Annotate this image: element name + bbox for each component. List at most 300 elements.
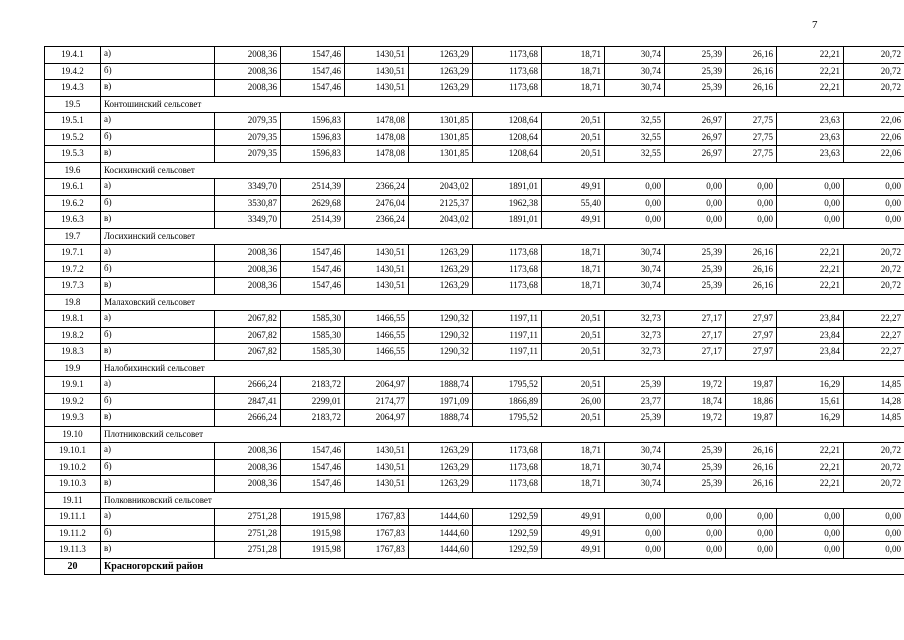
page-number: 7: [812, 19, 818, 31]
section-title: Налобихинский сельсовет: [101, 360, 904, 377]
value-cell: 22,06: [844, 146, 904, 163]
value-cell: 1263,29: [409, 476, 473, 493]
value-cell: 2064,97: [345, 410, 409, 427]
value-cell: 2008,36: [215, 476, 281, 493]
value-cell: 23,84: [777, 327, 844, 344]
row-code: 19.5.2: [45, 129, 101, 146]
row-subitem: б): [101, 393, 215, 410]
section-title: Лосихинский сельсовет: [101, 228, 904, 245]
value-cell: 20,72: [844, 278, 904, 295]
value-cell: 22,21: [777, 278, 844, 295]
section-code: 19.10: [45, 426, 101, 443]
value-cell: 27,75: [726, 113, 777, 130]
value-cell: 1263,29: [409, 47, 473, 64]
table-row: [45, 509, 904, 526]
value-cell: 22,21: [777, 245, 844, 262]
row-subitem: б): [101, 261, 215, 278]
value-cell: 0,00: [844, 179, 904, 196]
value-cell: 1971,09: [409, 393, 473, 410]
value-cell: 1444,60: [409, 525, 473, 542]
value-cell: 0,00: [665, 525, 726, 542]
value-cell: 18,71: [542, 459, 605, 476]
row-subitem: в): [101, 476, 215, 493]
value-cell: 1290,32: [409, 311, 473, 328]
value-cell: 26,97: [665, 146, 726, 163]
value-cell: 26,97: [665, 129, 726, 146]
value-cell: 0,00: [605, 509, 665, 526]
value-cell: 2067,82: [215, 344, 281, 361]
row-code: 19.10.2: [45, 459, 101, 476]
value-cell: 0,00: [605, 179, 665, 196]
table-row: [45, 542, 904, 559]
value-cell: 0,00: [844, 542, 904, 559]
value-cell: 23,63: [777, 129, 844, 146]
tariff-table: [44, 46, 904, 575]
table-row: [45, 80, 904, 97]
value-cell: 1585,30: [281, 344, 345, 361]
value-cell: 20,51: [542, 377, 605, 394]
value-cell: 1173,68: [473, 63, 542, 80]
row-code: 19.10.3: [45, 476, 101, 493]
value-cell: 2008,36: [215, 63, 281, 80]
table-row: [45, 377, 904, 394]
row-subitem: в): [101, 278, 215, 295]
row-code: 19.11.2: [45, 525, 101, 542]
table-row: [45, 393, 904, 410]
value-cell: 27,75: [726, 129, 777, 146]
section-code: 19.5: [45, 96, 101, 113]
row-subitem: а): [101, 377, 215, 394]
value-cell: 30,74: [605, 47, 665, 64]
value-cell: 1430,51: [345, 443, 409, 460]
value-cell: 0,00: [844, 212, 904, 229]
value-cell: 1767,83: [345, 509, 409, 526]
table-row: [45, 525, 904, 542]
value-cell: 1430,51: [345, 47, 409, 64]
value-cell: 2751,28: [215, 525, 281, 542]
section-title: Косихинский сельсовет: [101, 162, 904, 179]
value-cell: 27,17: [665, 311, 726, 328]
value-cell: 19,72: [665, 377, 726, 394]
value-cell: 2183,72: [281, 377, 345, 394]
value-cell: 26,16: [726, 443, 777, 460]
value-cell: 23,63: [777, 146, 844, 163]
value-cell: 0,00: [665, 179, 726, 196]
district-code: 20: [45, 558, 101, 575]
value-cell: 1263,29: [409, 459, 473, 476]
value-cell: 26,16: [726, 47, 777, 64]
value-cell: 1767,83: [345, 525, 409, 542]
value-cell: 1430,51: [345, 63, 409, 80]
value-cell: 49,91: [542, 212, 605, 229]
row-code: 19.9.2: [45, 393, 101, 410]
section-row: [45, 162, 904, 179]
value-cell: 0,00: [844, 525, 904, 542]
value-cell: 1915,98: [281, 542, 345, 559]
value-cell: 22,21: [777, 443, 844, 460]
row-subitem: а): [101, 311, 215, 328]
table-row: [45, 278, 904, 295]
value-cell: 1585,30: [281, 311, 345, 328]
section-code: 19.7: [45, 228, 101, 245]
value-cell: 26,16: [726, 80, 777, 97]
value-cell: 2366,24: [345, 179, 409, 196]
value-cell: 27,17: [665, 327, 726, 344]
value-cell: 1208,64: [473, 113, 542, 130]
value-cell: 20,72: [844, 261, 904, 278]
value-cell: 1888,74: [409, 410, 473, 427]
value-cell: 25,39: [665, 47, 726, 64]
value-cell: 26,97: [665, 113, 726, 130]
value-cell: 16,29: [777, 410, 844, 427]
value-cell: 2476,04: [345, 195, 409, 212]
table-row: [45, 212, 904, 229]
value-cell: 1173,68: [473, 245, 542, 262]
value-cell: 1292,59: [473, 542, 542, 559]
value-cell: 1290,32: [409, 344, 473, 361]
section-code: 19.6: [45, 162, 101, 179]
value-cell: 32,73: [605, 311, 665, 328]
row-subitem: б): [101, 63, 215, 80]
value-cell: 1466,55: [345, 311, 409, 328]
value-cell: 27,75: [726, 146, 777, 163]
district-title: Красногорский район: [101, 558, 904, 575]
value-cell: 30,74: [605, 459, 665, 476]
row-code: 19.8.2: [45, 327, 101, 344]
value-cell: 1891,01: [473, 179, 542, 196]
value-cell: 1547,46: [281, 63, 345, 80]
value-cell: 18,86: [726, 393, 777, 410]
value-cell: 1263,29: [409, 443, 473, 460]
value-cell: 2666,24: [215, 410, 281, 427]
table-body: [45, 47, 904, 575]
value-cell: 25,39: [665, 476, 726, 493]
value-cell: 22,21: [777, 47, 844, 64]
value-cell: 1547,46: [281, 476, 345, 493]
value-cell: 30,74: [605, 443, 665, 460]
table-row: [45, 443, 904, 460]
row-subitem: в): [101, 344, 215, 361]
value-cell: 1430,51: [345, 245, 409, 262]
row-code: 19.4.1: [45, 47, 101, 64]
section-code: 19.11: [45, 492, 101, 509]
value-cell: 26,16: [726, 278, 777, 295]
value-cell: 22,27: [844, 327, 904, 344]
value-cell: 1197,11: [473, 344, 542, 361]
value-cell: 2008,36: [215, 278, 281, 295]
row-subitem: а): [101, 443, 215, 460]
section-title: Полковниковский сельсовет: [101, 492, 904, 509]
value-cell: 1547,46: [281, 47, 345, 64]
table-row: [45, 113, 904, 130]
row-subitem: а): [101, 245, 215, 262]
value-cell: 0,00: [726, 179, 777, 196]
value-cell: 1263,29: [409, 278, 473, 295]
value-cell: 0,00: [665, 195, 726, 212]
value-cell: 18,71: [542, 245, 605, 262]
row-code: 19.9.1: [45, 377, 101, 394]
value-cell: 1466,55: [345, 344, 409, 361]
value-cell: 1197,11: [473, 311, 542, 328]
value-cell: 2008,36: [215, 47, 281, 64]
value-cell: 18,71: [542, 261, 605, 278]
row-subitem: б): [101, 327, 215, 344]
value-cell: 1596,83: [281, 129, 345, 146]
value-cell: 2366,24: [345, 212, 409, 229]
value-cell: 1547,46: [281, 443, 345, 460]
value-cell: 1263,29: [409, 80, 473, 97]
value-cell: 22,06: [844, 129, 904, 146]
section-row: [45, 96, 904, 113]
value-cell: 1915,98: [281, 525, 345, 542]
value-cell: 25,39: [665, 278, 726, 295]
value-cell: 18,71: [542, 63, 605, 80]
value-cell: 55,40: [542, 195, 605, 212]
value-cell: 2008,36: [215, 459, 281, 476]
value-cell: 32,55: [605, 129, 665, 146]
value-cell: 2514,39: [281, 212, 345, 229]
row-code: 19.5.1: [45, 113, 101, 130]
value-cell: 0,00: [726, 525, 777, 542]
value-cell: 22,21: [777, 476, 844, 493]
value-cell: 19,87: [726, 410, 777, 427]
value-cell: 30,74: [605, 261, 665, 278]
row-code: 19.6.3: [45, 212, 101, 229]
value-cell: 22,21: [777, 459, 844, 476]
section-row: [45, 426, 904, 443]
row-subitem: а): [101, 509, 215, 526]
value-cell: 1444,60: [409, 509, 473, 526]
value-cell: 49,91: [542, 509, 605, 526]
value-cell: 1263,29: [409, 63, 473, 80]
value-cell: 26,16: [726, 63, 777, 80]
row-subitem: в): [101, 80, 215, 97]
value-cell: 20,51: [542, 311, 605, 328]
row-code: 19.6.1: [45, 179, 101, 196]
value-cell: 2043,02: [409, 179, 473, 196]
value-cell: 25,39: [605, 410, 665, 427]
value-cell: 19,72: [665, 410, 726, 427]
value-cell: 1866,89: [473, 393, 542, 410]
table-row: [45, 410, 904, 427]
value-cell: 2183,72: [281, 410, 345, 427]
value-cell: 2008,36: [215, 245, 281, 262]
row-code: 19.4.2: [45, 63, 101, 80]
row-subitem: в): [101, 410, 215, 427]
row-subitem: в): [101, 542, 215, 559]
value-cell: 14,85: [844, 377, 904, 394]
value-cell: 23,84: [777, 311, 844, 328]
value-cell: 0,00: [726, 212, 777, 229]
value-cell: 1478,08: [345, 146, 409, 163]
value-cell: 26,16: [726, 459, 777, 476]
value-cell: 1888,74: [409, 377, 473, 394]
value-cell: 1478,08: [345, 113, 409, 130]
table-row: [45, 195, 904, 212]
value-cell: 22,27: [844, 344, 904, 361]
value-cell: 2067,82: [215, 311, 281, 328]
value-cell: 26,00: [542, 393, 605, 410]
value-cell: 2751,28: [215, 509, 281, 526]
value-cell: 20,51: [542, 146, 605, 163]
value-cell: 1290,32: [409, 327, 473, 344]
table-row: [45, 476, 904, 493]
value-cell: 49,91: [542, 542, 605, 559]
value-cell: 1263,29: [409, 261, 473, 278]
section-code: 19.8: [45, 294, 101, 311]
value-cell: 0,00: [777, 542, 844, 559]
value-cell: 26,16: [726, 261, 777, 278]
row-subitem: а): [101, 47, 215, 64]
value-cell: 1962,38: [473, 195, 542, 212]
value-cell: 14,85: [844, 410, 904, 427]
value-cell: 1292,59: [473, 509, 542, 526]
row-code: 19.7.3: [45, 278, 101, 295]
value-cell: 20,72: [844, 476, 904, 493]
value-cell: 2067,82: [215, 327, 281, 344]
value-cell: 1430,51: [345, 80, 409, 97]
table-row: [45, 261, 904, 278]
value-cell: 3349,70: [215, 179, 281, 196]
value-cell: 14,28: [844, 393, 904, 410]
value-cell: 2751,28: [215, 542, 281, 559]
value-cell: 2629,68: [281, 195, 345, 212]
value-cell: 1915,98: [281, 509, 345, 526]
table-row: [45, 327, 904, 344]
row-subitem: б): [101, 129, 215, 146]
value-cell: 18,74: [665, 393, 726, 410]
value-cell: 18,71: [542, 80, 605, 97]
table-row: [45, 129, 904, 146]
value-cell: 1795,52: [473, 377, 542, 394]
value-cell: 1301,85: [409, 129, 473, 146]
row-code: 19.11.1: [45, 509, 101, 526]
value-cell: 16,29: [777, 377, 844, 394]
row-subitem: б): [101, 195, 215, 212]
value-cell: 2043,02: [409, 212, 473, 229]
value-cell: 1208,64: [473, 146, 542, 163]
value-cell: 25,39: [665, 261, 726, 278]
value-cell: 1430,51: [345, 278, 409, 295]
value-cell: 2064,97: [345, 377, 409, 394]
value-cell: 1263,29: [409, 245, 473, 262]
row-code: 19.10.1: [45, 443, 101, 460]
value-cell: 0,00: [777, 525, 844, 542]
value-cell: 2666,24: [215, 377, 281, 394]
value-cell: 15,61: [777, 393, 844, 410]
value-cell: 30,74: [605, 278, 665, 295]
value-cell: 0,00: [844, 509, 904, 526]
value-cell: 1547,46: [281, 459, 345, 476]
value-cell: 1596,83: [281, 113, 345, 130]
value-cell: 26,16: [726, 476, 777, 493]
table-row: [45, 459, 904, 476]
value-cell: 20,72: [844, 443, 904, 460]
row-code: 19.5.3: [45, 146, 101, 163]
value-cell: 20,72: [844, 80, 904, 97]
value-cell: 0,00: [777, 212, 844, 229]
value-cell: 1173,68: [473, 80, 542, 97]
value-cell: 27,17: [665, 344, 726, 361]
value-cell: 22,27: [844, 311, 904, 328]
row-subitem: в): [101, 212, 215, 229]
table-row: [45, 146, 904, 163]
value-cell: 1547,46: [281, 278, 345, 295]
value-cell: 0,00: [777, 195, 844, 212]
value-cell: 2079,35: [215, 146, 281, 163]
value-cell: 2125,37: [409, 195, 473, 212]
value-cell: 30,74: [605, 245, 665, 262]
value-cell: 23,77: [605, 393, 665, 410]
value-cell: 0,00: [665, 509, 726, 526]
section-row: [45, 294, 904, 311]
row-subitem: а): [101, 179, 215, 196]
value-cell: 22,21: [777, 80, 844, 97]
value-cell: 1301,85: [409, 113, 473, 130]
value-cell: 20,51: [542, 344, 605, 361]
value-cell: 1466,55: [345, 327, 409, 344]
value-cell: 0,00: [605, 542, 665, 559]
row-code: 19.9.3: [45, 410, 101, 427]
value-cell: 1585,30: [281, 327, 345, 344]
row-code: 19.7.2: [45, 261, 101, 278]
value-cell: 1292,59: [473, 525, 542, 542]
value-cell: 32,55: [605, 113, 665, 130]
value-cell: 1173,68: [473, 476, 542, 493]
value-cell: 32,73: [605, 327, 665, 344]
section-row: [45, 228, 904, 245]
section-title: Малаховский сельсовет: [101, 294, 904, 311]
value-cell: 2008,36: [215, 261, 281, 278]
value-cell: 0,00: [844, 195, 904, 212]
table-row: [45, 344, 904, 361]
value-cell: 1173,68: [473, 459, 542, 476]
value-cell: 30,74: [605, 476, 665, 493]
value-cell: 25,39: [665, 459, 726, 476]
value-cell: 20,51: [542, 327, 605, 344]
row-code: 19.8.3: [45, 344, 101, 361]
value-cell: 25,39: [665, 443, 726, 460]
value-cell: 2008,36: [215, 443, 281, 460]
value-cell: 32,55: [605, 146, 665, 163]
row-subitem: б): [101, 459, 215, 476]
table-row: [45, 63, 904, 80]
section-title: Плотниковский сельсовет: [101, 426, 904, 443]
value-cell: 0,00: [777, 179, 844, 196]
value-cell: 20,72: [844, 63, 904, 80]
value-cell: 32,73: [605, 344, 665, 361]
value-cell: 22,06: [844, 113, 904, 130]
value-cell: 49,91: [542, 525, 605, 542]
value-cell: 3530,87: [215, 195, 281, 212]
value-cell: 23,63: [777, 113, 844, 130]
value-cell: 25,39: [665, 63, 726, 80]
value-cell: 0,00: [726, 542, 777, 559]
row-subitem: в): [101, 146, 215, 163]
table-row: [45, 179, 904, 196]
value-cell: 2847,41: [215, 393, 281, 410]
value-cell: 1301,85: [409, 146, 473, 163]
value-cell: 0,00: [777, 509, 844, 526]
row-subitem: б): [101, 525, 215, 542]
section-title: Контошинский сельсовет: [101, 96, 904, 113]
district-row: [45, 558, 904, 575]
value-cell: 1173,68: [473, 278, 542, 295]
value-cell: 18,71: [542, 278, 605, 295]
section-code: 19.9: [45, 360, 101, 377]
value-cell: 1197,11: [473, 327, 542, 344]
row-subitem: а): [101, 113, 215, 130]
